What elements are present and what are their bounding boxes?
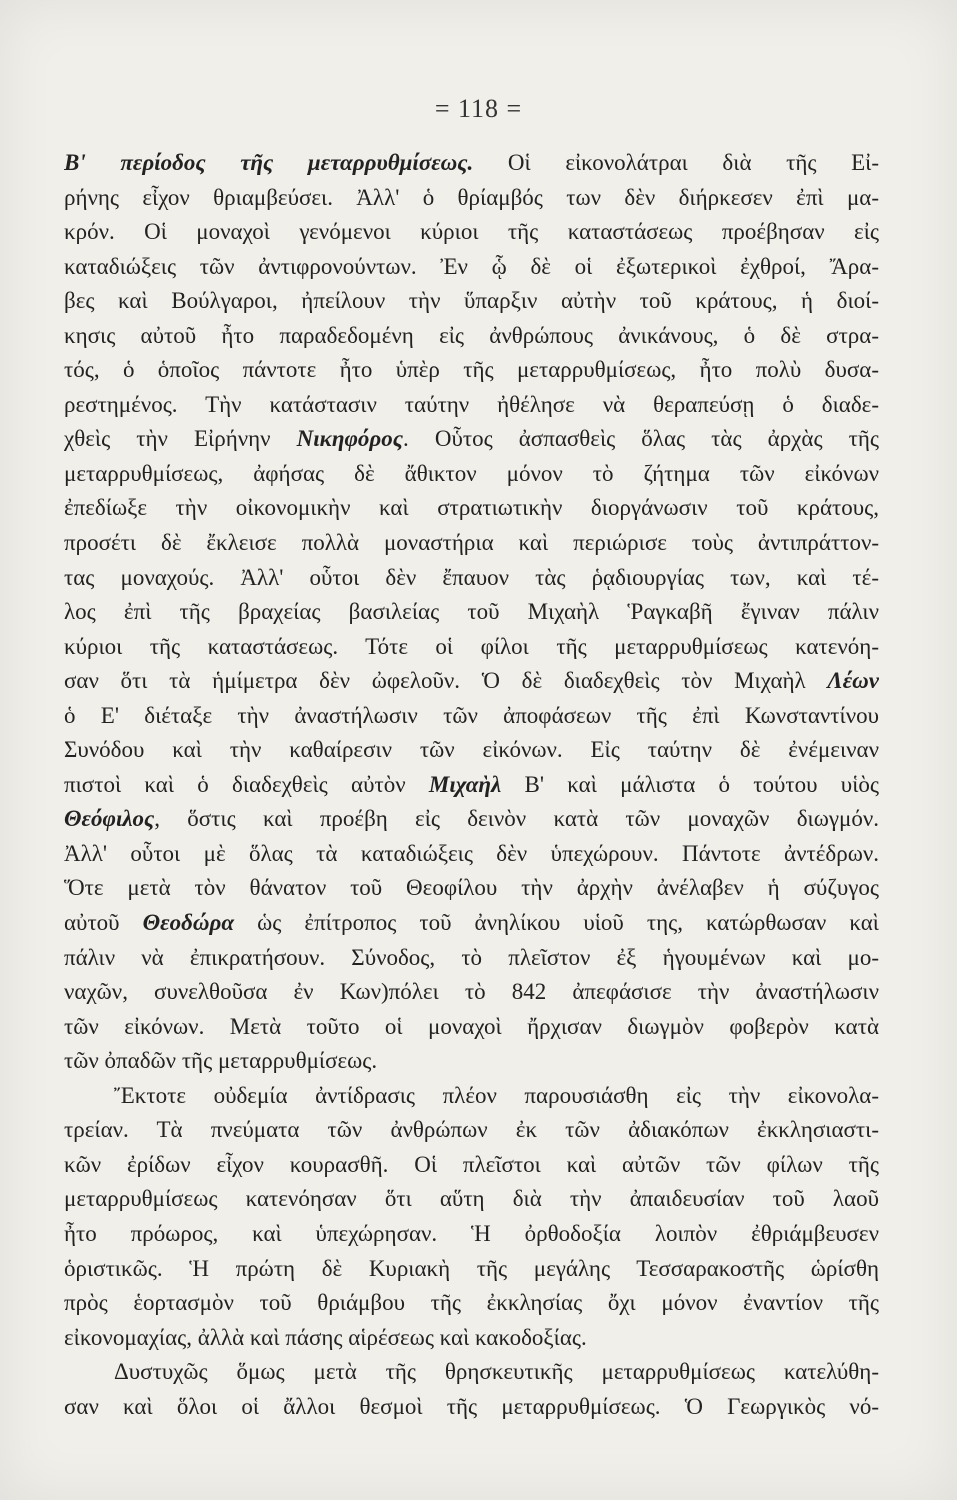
emphasized-text: Β' περίοδος τῆς μεταρρυθμίσεως.	[64, 150, 474, 175]
text-span: μεταρρυθμίσεως κατενόησαν ὅτι αὕτη διὰ τὴν ἀπαιδευσίαν τοῦ λαοῦ	[64, 1186, 879, 1212]
text-span: πιστοὶ καὶ ὁ διαδεχθεὶς αὐτὸν	[64, 771, 429, 797]
text-span: ἐπεδίωξε τὴν οἰκονομικὴν καὶ στρατιωτικὴν διοργάνωσιν τοῦ κράτους,	[64, 495, 879, 521]
text-span: εἰκονομαχίας, ἀλλὰ καὶ πάσης αἱρέσεως καὶ κακοδοξίας.	[64, 1324, 587, 1350]
text-span: πρὸς ἑορτασμὸν τοῦ θριάμβου τῆς ἐκκλησίας ὄχι μόνον ἐναντίον τῆς	[64, 1290, 879, 1316]
text-span: Ὅτε μετὰ τὸν θάνατον τοῦ Θεοφίλου τὴν ἀρχὴν ἀνέλαβεν ἡ σύζυγος	[64, 875, 879, 901]
text-span: τός, ὁ ὁποῖος πάντοτε ἦτο ὑπὲρ τῆς μεταρρυθμίσεως, ἦτο πολὺ δυσα-	[64, 357, 879, 383]
text-line	[64, 595, 879, 630]
emphasized-text: Θεοδώρα	[142, 910, 235, 936]
text-line	[64, 664, 879, 699]
text-line	[64, 1286, 879, 1321]
text-line	[64, 457, 879, 492]
text-line	[64, 733, 879, 768]
text-span: ὁριστικῶς. Ἡ πρώτη δὲ Κυριακὴ τῆς μεγάλης Τεσσαρακοστῆς ὡρίσθη	[64, 1255, 879, 1281]
text-line	[64, 1044, 879, 1079]
text-line	[64, 181, 879, 216]
text-span: ναχῶν, συνελθοῦσα ἐν Κων)πόλει τὸ 842 ἀπεφάσισε τὴν ἀναστήλωσιν	[64, 979, 879, 1005]
paragraph	[64, 1079, 879, 1355]
text-line	[64, 802, 879, 837]
text-span: κῶν ἐρίδων εἶχον κουρασθῆ. Οἱ πλεῖστοι καὶ αὐτῶν τῶν φίλων τῆς	[64, 1151, 879, 1177]
text-line	[64, 1390, 879, 1425]
text-span: καταδιώξεις τῶν ἀντιφρονούντων. Ἐν ᾧ δὲ οἱ ἐξωτερικοὶ ἐχθροί, Ἄρα-	[64, 253, 879, 279]
text-line	[64, 768, 879, 803]
text-span: σαν καὶ ὅλοι οἱ ἄλλοι θεσμοὶ τῆς μεταρρυθμίσεως. Ὁ Γεωργικὸς νό-	[64, 1393, 879, 1419]
text-span: Συνόδου καὶ τὴν καθαίρεσιν τῶν εἰκόνων. Εἰς ταύτην δὲ ἐνέμειναν	[64, 737, 879, 763]
text-span: σαν ὅτι τὰ ἡμίμετρα δὲν ὠφελοῦν. Ὁ δὲ διαδεχθεὶς τὸν Μιχαὴλ	[64, 668, 828, 694]
text-span: Β' καὶ μάλιστα ὁ τούτου υἱὸς	[501, 771, 879, 797]
text-span: κύριοι τῆς καταστάσεως. Τότε οἱ φίλοι τῆς μεταρρυθμίσεως κατενόη-	[64, 633, 879, 659]
text-span: ρήνης εἶχον θριαμβεύσει. Ἀλλ' ὁ θρίαμβός των δὲν διήρκεσεν ἐπὶ μα-	[64, 184, 879, 210]
text-span: Οἱ εἰκονολάτραι διὰ τῆς Εἰ-	[473, 150, 879, 175]
text-line	[64, 1148, 879, 1183]
text-span: λος ἐπὶ τῆς βραχείας βασιλείας τοῦ Μιχαὴλ Ῥαγκαβῆ ἔγιναν πάλιν	[64, 599, 879, 625]
text-line	[64, 1355, 879, 1390]
text-span: τῶν εἰκόνων. Μετὰ τοῦτο οἱ μοναχοὶ ἤρχισαν διωγμὸν φοβερὸν κατὰ	[64, 1013, 879, 1039]
text-line	[64, 1252, 879, 1287]
text-line	[64, 871, 879, 906]
text-span: ρεστημένος. Τὴν κατάστασιν ταύτην ἠθέλησε νὰ θεραπεύσῃ ὁ διαδε-	[64, 391, 879, 417]
text-span: ἦτο πρόωρος, καὶ ὑπεχώρησαν. Ἡ ὀρθοδοξία λοιπὸν ἐθριάμβευσεν	[64, 1220, 879, 1246]
body-text	[64, 146, 879, 1424]
text-span: Ἔκτοτε οὐδεμία ἀντίδρασις πλέον παρουσιάσθη εἰς τὴν εἰκονολα-	[114, 1082, 879, 1108]
text-line	[64, 975, 879, 1010]
emphasized-text: Μιχαὴλ	[428, 771, 502, 797]
text-line	[64, 526, 879, 561]
text-line	[64, 941, 879, 976]
text-line	[64, 630, 879, 665]
text-span: ὁ Ε' διέταξε τὴν ἀναστήλωσιν τῶν ἀποφάσεων τῆς ἐπὶ Κωνσταντίνου	[64, 702, 879, 728]
text-span: , ὅστις καὶ προέβη εἰς δεινὸν κατὰ τῶν μοναχῶν διωγμόν.	[154, 806, 879, 832]
text-line	[64, 1079, 879, 1114]
text-line	[64, 319, 879, 354]
text-line	[64, 837, 879, 872]
text-span: ὡς ἐπίτροπος τοῦ ἀνηλίκου υἱοῦ της, κατώρθωσαν καὶ	[234, 910, 879, 936]
emphasized-text: Λέων	[827, 668, 879, 694]
text-span: χθεὶς τὴν Εἰρήνην	[64, 426, 297, 452]
text-line	[64, 1010, 879, 1045]
text-line	[64, 284, 879, 319]
page-number: = 118 =	[434, 94, 523, 123]
text-line	[64, 1113, 879, 1148]
text-span: Ἀλλ' οὗτοι μὲ ὅλας τὰ καταδιώξεις δὲν ὑπεχώρουν. Πάντοτε ἀντέδρων.	[64, 840, 879, 866]
paragraph	[64, 1355, 879, 1424]
text-span: προσέτι δὲ ἔκλεισε πολλὰ μοναστήρια καὶ περιώρισε τοὺς ἀντιπράττον-	[64, 530, 879, 556]
text-span: τας μοναχούς. Ἀλλ' οὗτοι δὲν ἔπαυον τὰς ῥᾳδιουργίας των, καὶ τέ-	[64, 564, 879, 590]
text-line	[64, 1321, 879, 1356]
text-span: βες καὶ Βούλγαροι, ἠπείλουν τὴν ὕπαρξιν αὐτὴν τοῦ κράτους, ἡ διοί-	[64, 288, 879, 314]
text-line	[64, 1217, 879, 1252]
text-line	[64, 906, 879, 941]
text-span: τῶν ὀπαδῶν τῆς μεταρρυθμίσεως.	[64, 1048, 378, 1074]
text-line	[64, 1182, 879, 1217]
text-span: κησις αὐτοῦ ἦτο παραδεδομένη εἰς ἀνθρώπους ἀνικάνους, ὁ δὲ στρα-	[64, 322, 879, 348]
paragraph	[64, 146, 879, 1079]
text-line	[64, 353, 879, 388]
text-line	[64, 250, 879, 285]
text-span: πάλιν νὰ ἐπικρατήσουν. Σύνοδος, τὸ πλεῖστον ἐξ ἡγουμένων καὶ μο-	[64, 944, 879, 970]
text-span: Δυστυχῶς ὅμως μετὰ τῆς θρησκευτικῆς μεταρρυθμίσεως κατελύθη-	[114, 1359, 879, 1385]
text-line	[64, 146, 879, 181]
emphasized-text: Θεόφιλος	[64, 806, 155, 832]
text-span: αὐτοῦ	[64, 910, 143, 936]
text-line	[64, 388, 879, 423]
text-line	[64, 491, 879, 526]
text-line	[64, 215, 879, 250]
text-span: μεταρρυθμίσεως, ἀφήσας δὲ ἄθικτον μόνον τὸ ζήτημα τῶν εἰκόνων	[64, 460, 879, 486]
text-span: . Οὗτος ἀσπασθεὶς ὅλας τὰς ἀρχὰς τῆς	[403, 426, 879, 452]
emphasized-text: Νικηφόρος	[296, 426, 404, 452]
text-line	[64, 422, 879, 457]
text-span: τρείαν. Τὰ πνεύματα τῶν ἀνθρώπων ἐκ τῶν ἀδιακόπων ἐκκλησιαστι-	[64, 1117, 879, 1143]
text-span: κρόν. Οἱ μοναχοὶ γενόμενοι κύριοι τῆς καταστάσεως προέβησαν εἰς	[64, 219, 879, 245]
text-line	[64, 699, 879, 734]
text-line	[64, 561, 879, 596]
